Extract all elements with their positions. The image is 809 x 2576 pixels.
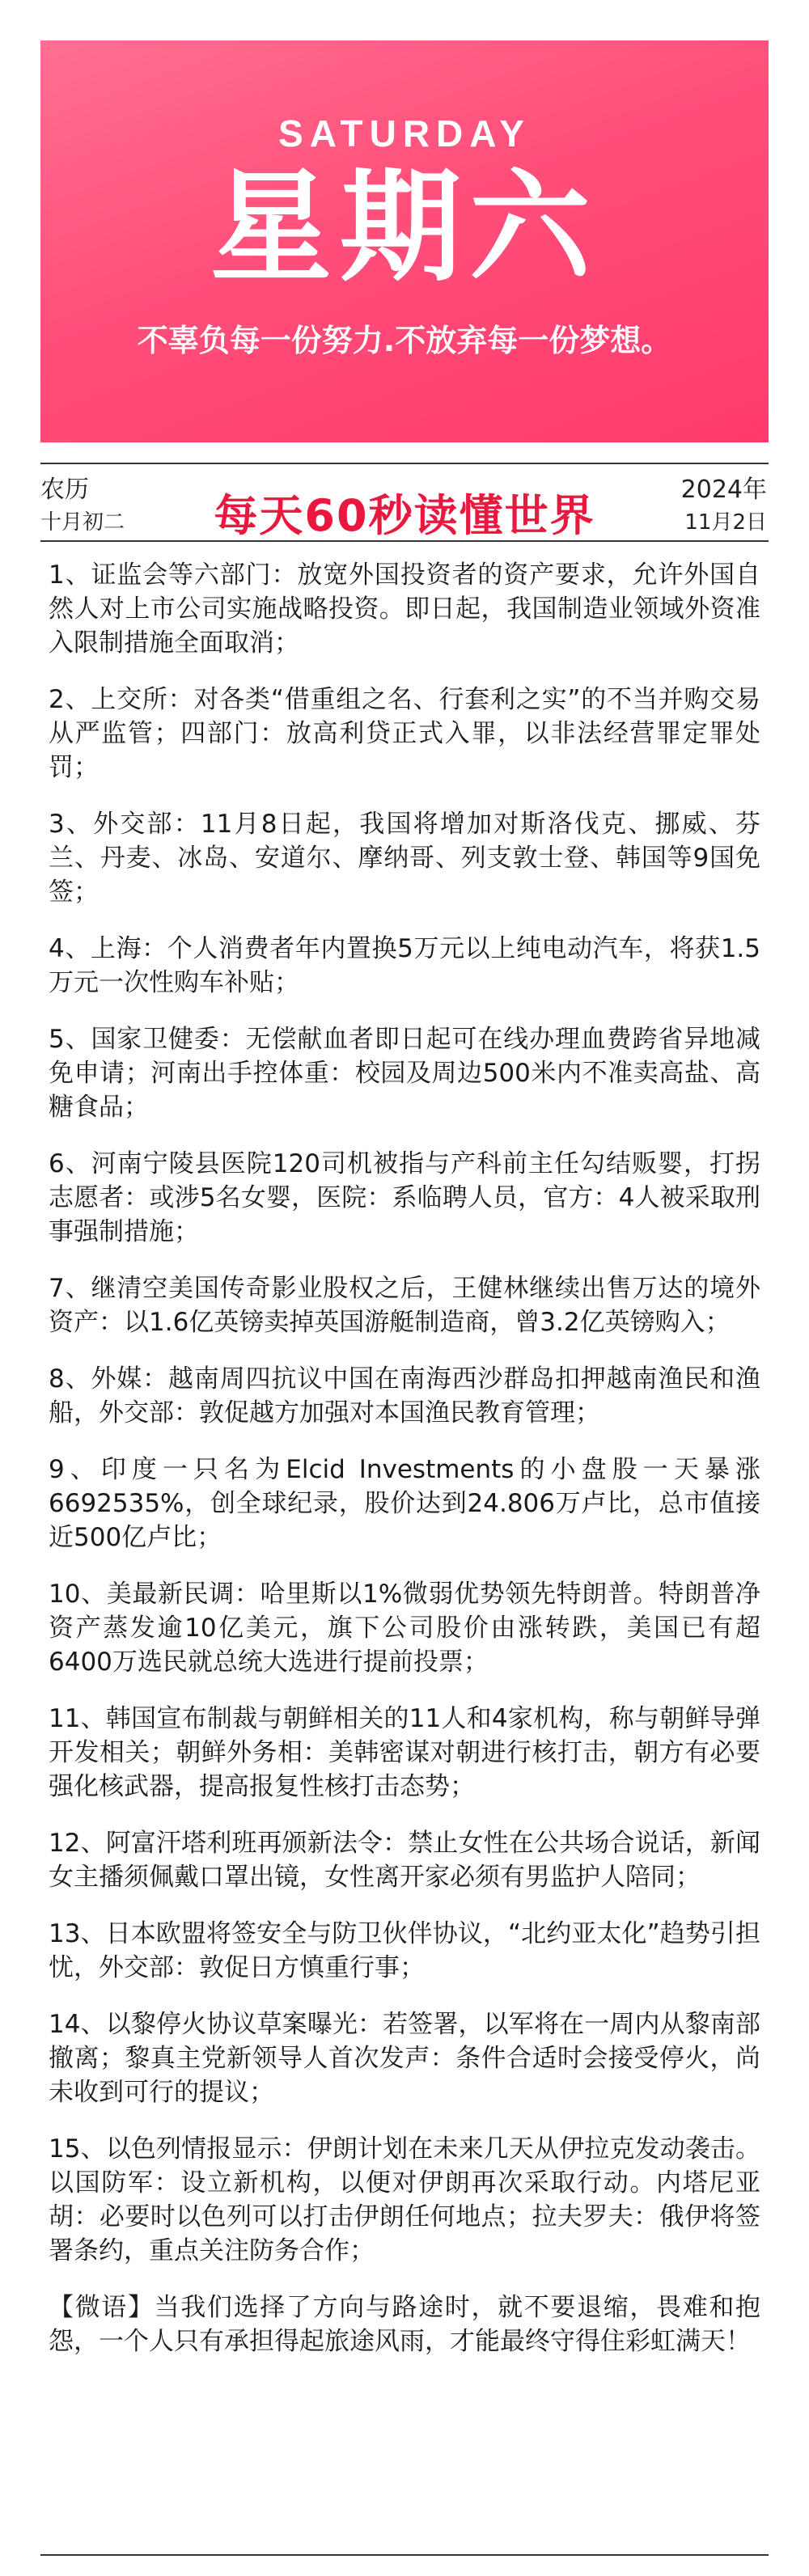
news-item: 3、外交部：11月8日起，我国将增加对斯洛伐克、挪威、芬兰、丹麦、冰岛、安道尔、摩纳哥、列支敦士登、韩国等9国免签； (49, 810, 760, 907)
lunar-label: 农历 (40, 476, 89, 504)
weekday-chinese: 星期六 (210, 158, 599, 298)
header-bottom-rule (40, 540, 769, 542)
news-item: 6、河南宁陵县医院120司机被指与产科前主任勾结贩婴，打拐志愿者：或涉5名女婴，医院：系临聘人员，官方：4人被采取刑事强制措施； (49, 1149, 760, 1246)
day-banner (40, 40, 769, 442)
news-item: 9、印度一只名为Elcid Investments的小盘股一天暴涨6692535%，创全球纪录，股价达到24.806万卢比，总市值接近500亿卢比； (49, 1455, 760, 1552)
news-item: 14、以黎停火协议草案曝光：若签署，以军将在一周内从黎南部撤离；黎真主党新领导人首次发声：条件合适时会接受停火，尚未收到可行的提议； (49, 2010, 760, 2107)
news-item: 7、继清空美国传奇影业股权之后，王健林继续出售万达的境外资产：以1.6亿英镑卖掉英国游艇制造商，曾3.2亿英镑购入； (49, 1274, 760, 1337)
news-item: 10、美最新民调：哈里斯以1%微弱优势领先特朗普。特朗普净资产蒸发逾10亿美元，旗下公司股价由涨转跌，美国已有超6400万选民就总统大选进行提前投票； (49, 1580, 760, 1677)
header-top-rule (40, 463, 769, 464)
weekday-english: SATURDAY (278, 112, 531, 154)
news-item: 8、外媒：越南周四抗议中国在南海西沙群岛扣押越南渔民和渔船，外交部：敦促越方加强对本国渔民教育管理； (49, 1364, 760, 1428)
news-item: 4、上海：个人消费者年内置换5万元以上纯电动汽车，将获1.5万元一次性购车补贴； (49, 934, 760, 997)
news-item: 5、国家卫健委：无偿献血者即日起可在线办理血费跨省异地减免申请；河南出手控体重：校园及周边500米内不准卖高盐、高糖食品； (49, 1025, 760, 1122)
daily-quote: 【微语】当我们选择了方向与路途时，就不要退缩，畏难和抱怨，一个人只有承担得起旅途风雨，才能最终守得住彩虹满天！ (49, 2293, 760, 2356)
date-label: 11月2日 (684, 510, 767, 535)
news-item: 12、阿富汗塔利班再颁新法令：禁止女性在公共场合说话，新闻女主播须佩戴口罩出镜，女性离开家必须有男监护人陪同； (49, 1829, 760, 1892)
news-item: 2、上交所：对各类“借重组之名、行套利之实”的不当并购交易从严监管；四部门：放高利贷正式入罪，以非法经营罪定罪处罚； (49, 685, 760, 782)
lunar-date: 十月初二 (40, 510, 125, 535)
banner-slogan: 不辜负每一份努力.不放弃每一份梦想。 (137, 323, 672, 358)
year-label: 2024年 (680, 476, 767, 504)
news-item: 11、韩国宣布制裁与朝鲜相关的11人和4家机构，称与朝鲜导弹开发相关；朝鲜外务相：美韩密谋对朝进行核打击，朝方有必要强化核武器，提高报复性核打击态势； (49, 1704, 760, 1801)
news-item: 1、证监会等六部门：放宽外国投资者的资产要求，允许外国自然人对上市公司实施战略投资。即日起，我国制造业领域外资准入限制措施全面取消； (49, 560, 760, 658)
page-title: 每天60秒读懂世界 (214, 490, 595, 541)
news-item: 15、以色列情报显示：伊朗计划在未来几天从伊拉克发动袭击。以国防军：设立新机构，以便对伊朗再次采取行动。内塔尼亚胡：必要时以色列可以打击伊朗任何地点；拉夫罗夫：俄伊将签署条约，重点关注防务合作； (49, 2134, 760, 2265)
news-item: 13、日本欧盟将签安全与防卫伙伴协议，“北约亚太化”趋势引担忧，外交部：敦促日方慎重行事； (49, 1919, 760, 1982)
news-list (49, 558, 760, 2381)
footer-rule (40, 2554, 769, 2556)
